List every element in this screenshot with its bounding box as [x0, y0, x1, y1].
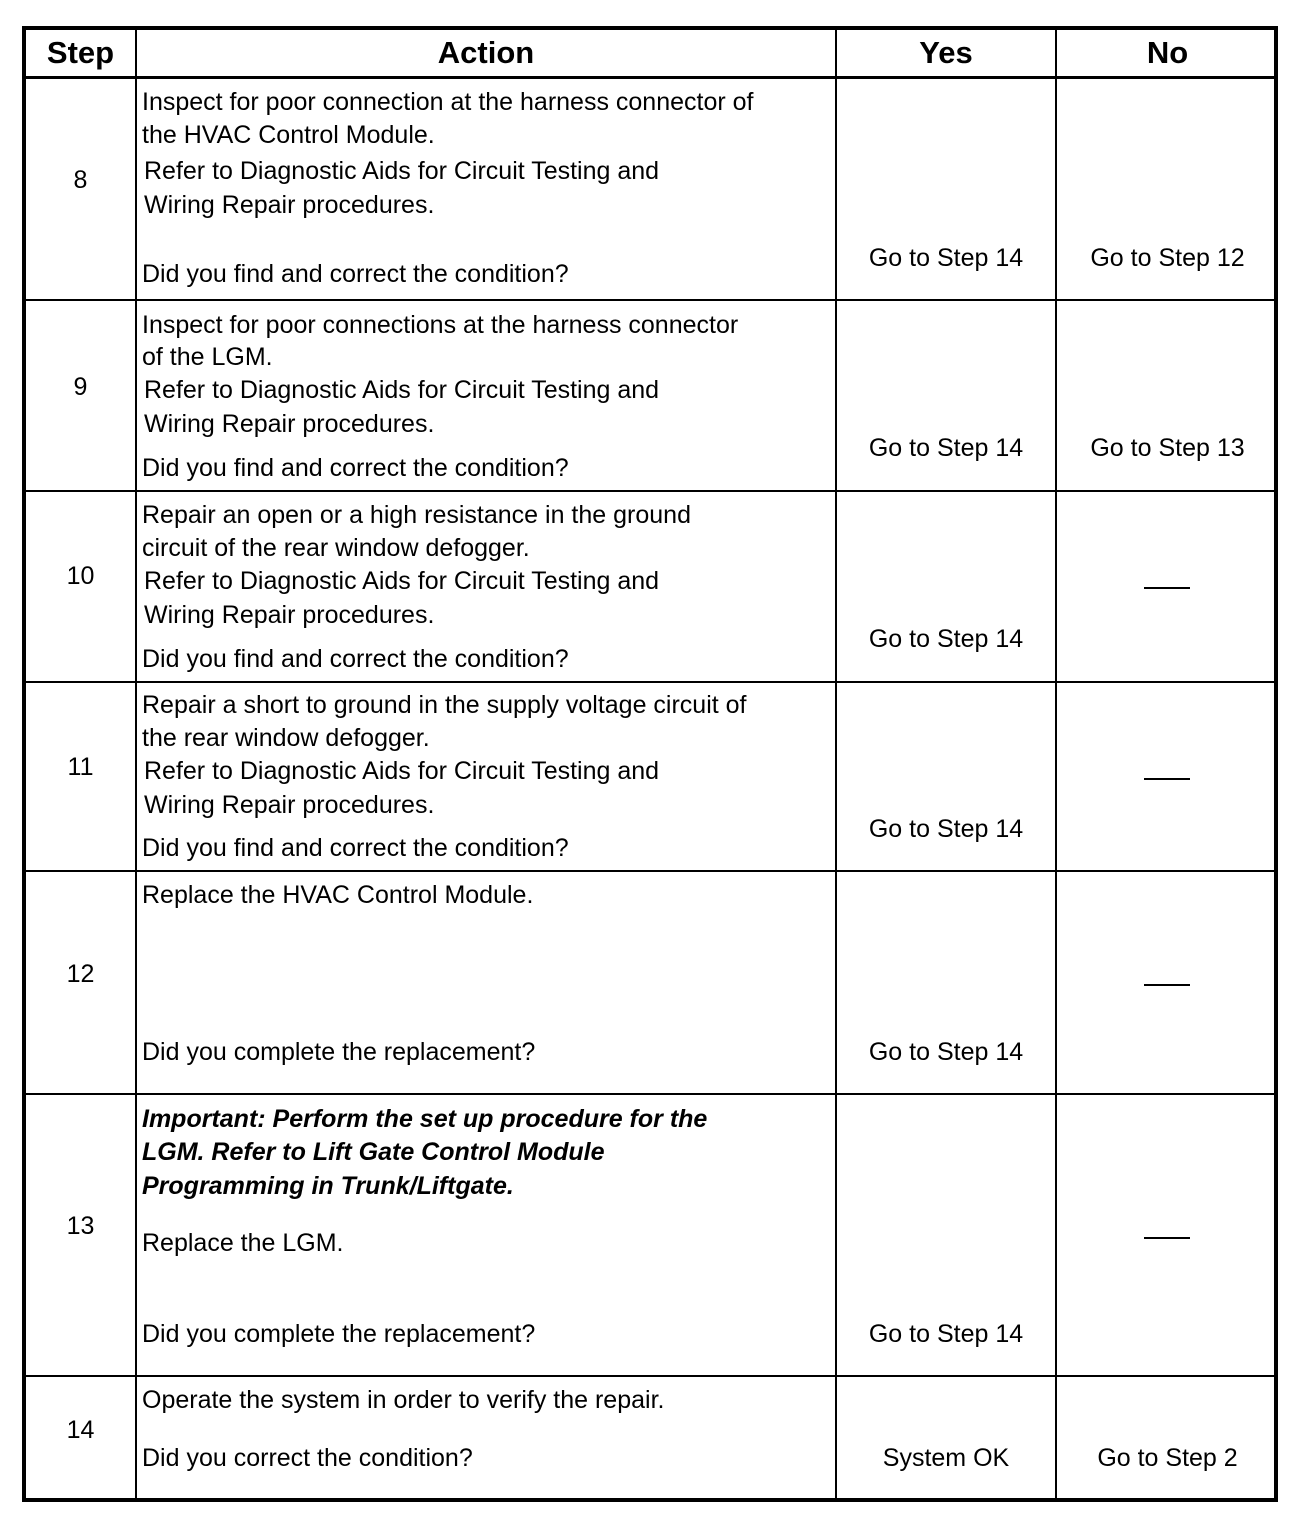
- no-result: Go to Step 13: [1090, 434, 1245, 462]
- step-number: 9: [73, 373, 88, 401]
- step-number: 14: [66, 1416, 95, 1444]
- question-text: Did you find and correct the condition?: [142, 645, 569, 673]
- question-text: Did you complete the replacement?: [142, 1038, 536, 1066]
- question-text: Did you correct the condition?: [142, 1444, 473, 1472]
- action-text: Refer to Diagnostic Aids for Circuit Testing and: [144, 157, 660, 185]
- no-result: Go to Step 12: [1090, 244, 1245, 272]
- row-divider: [26, 299, 1274, 301]
- question-text: Did you find and correct the condition?: [142, 834, 569, 862]
- row-divider: [26, 1375, 1274, 1377]
- action-text: Repair a short to ground in the supply voltage circuit of: [142, 691, 747, 719]
- important-note: Important: Perform the set up procedure for the: [142, 1105, 708, 1133]
- yes-result: Go to Step 14: [868, 1038, 1024, 1066]
- important-note: LGM. Refer to Lift Gate Control Module: [142, 1138, 605, 1166]
- step-number: 8: [73, 166, 88, 194]
- no-result-dash: [1144, 1237, 1190, 1239]
- action-text: of the LGM.: [142, 343, 273, 371]
- action-text: Wiring Repair procedures.: [144, 791, 435, 819]
- step-number: 12: [66, 960, 95, 988]
- row-divider: [26, 1093, 1274, 1095]
- important-note: Programming in Trunk/Liftgate.: [142, 1172, 514, 1200]
- action-text: Replace the HVAC Control Module.: [142, 881, 534, 909]
- action-text: Wiring Repair procedures.: [144, 191, 435, 219]
- action-text: circuit of the rear window defogger.: [142, 534, 530, 562]
- yes-result: System OK: [882, 1444, 1010, 1472]
- row-divider: [26, 490, 1274, 492]
- action-text: Refer to Diagnostic Aids for Circuit Testing and: [144, 567, 660, 595]
- row-divider: [26, 681, 1274, 683]
- row-divider: [26, 870, 1274, 872]
- diagnostic-table: [22, 26, 1278, 1502]
- action-text: Inspect for poor connection at the harness connector of: [142, 88, 754, 116]
- yes-result: Go to Step 14: [868, 625, 1024, 653]
- no-result-dash: [1144, 778, 1190, 780]
- action-text: Wiring Repair procedures.: [144, 410, 435, 438]
- step-number: 10: [66, 562, 95, 590]
- question-text: Did you find and correct the condition?: [142, 454, 569, 482]
- column-divider: [135, 30, 137, 1498]
- yes-result: Go to Step 14: [868, 1320, 1024, 1348]
- header-no: No: [1146, 35, 1189, 70]
- yes-result: Go to Step 14: [868, 434, 1024, 462]
- action-text: Operate the system in order to verify the repair.: [142, 1386, 665, 1414]
- no-result: Go to Step 2: [1097, 1444, 1238, 1472]
- yes-result: Go to Step 14: [868, 815, 1024, 843]
- step-number: 13: [66, 1212, 95, 1240]
- action-text: Wiring Repair procedures.: [144, 601, 435, 629]
- header-divider: [26, 76, 1274, 79]
- step-number: 11: [67, 753, 94, 781]
- action-text: Refer to Diagnostic Aids for Circuit Testing and: [144, 757, 660, 785]
- action-text: Inspect for poor connections at the harness connector: [142, 311, 739, 339]
- header-action: Action: [437, 35, 535, 70]
- action-text: Repair an open or a high resistance in the ground: [142, 501, 691, 529]
- no-result-dash: [1144, 984, 1190, 986]
- yes-result: Go to Step 14: [868, 244, 1024, 272]
- question-text: Did you complete the replacement?: [142, 1320, 536, 1348]
- question-text: Did you find and correct the condition?: [142, 260, 569, 288]
- header-yes: Yes: [919, 35, 973, 70]
- no-result-dash: [1144, 587, 1190, 589]
- action-text: Replace the LGM.: [142, 1229, 344, 1257]
- action-text: the rear window defogger.: [142, 724, 430, 752]
- action-text: Refer to Diagnostic Aids for Circuit Testing and: [144, 376, 660, 404]
- action-text: the HVAC Control Module.: [142, 121, 435, 149]
- header-step: Step: [46, 35, 115, 70]
